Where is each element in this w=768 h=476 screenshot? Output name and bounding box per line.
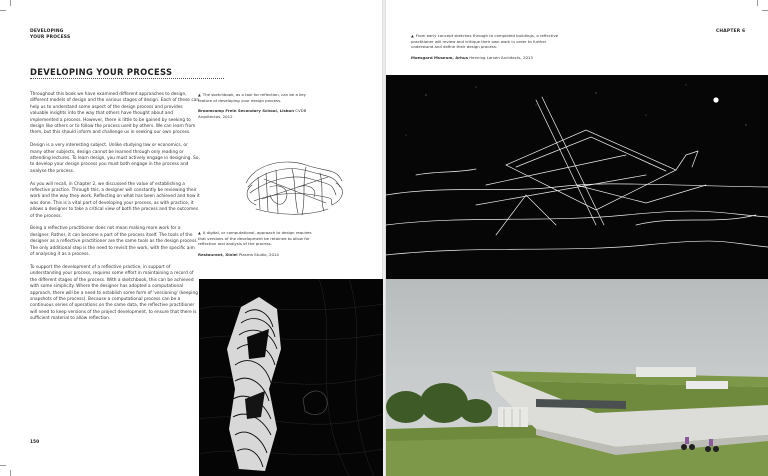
caption-text: The sketchbook, as a tool for reflection, can be a key feature of developing your design process. <box>198 92 306 104</box>
green-roof-building-photo <box>386 279 768 476</box>
body-text <box>30 92 200 329</box>
crop-mark <box>0 465 6 466</box>
caption-digital <box>198 230 316 257</box>
digital-model-image <box>199 279 383 476</box>
pencil-sketch-drawing <box>236 143 356 228</box>
caption-top-right <box>411 33 561 60</box>
caption-credit-detail: CVDB Arquitectos, 2012 <box>198 108 307 119</box>
running-header-line: DEVELOPING <box>30 29 64 34</box>
body-paragraph: Design is a very interesting subject. Unlike studying law or economics, or many other subjects, design cannot be learned through only reading or attending lectures. To learn design, you must actively engage in designing. So, to develop your design process you must both engage in the process and analyse the process. <box>30 143 200 174</box>
crop-mark <box>10 470 11 476</box>
caption-credit-title: Moesgard Museum, Arhus <box>411 54 469 60</box>
caption-credit <box>198 252 316 257</box>
section-title: DEVELOPING YOUR PROCESS <box>30 67 173 77</box>
body-paragraph: To support the development of a reflective practice, in support of understanding your process, requires some effort in maintaining a record of the different stages of the process. With a sketchbook, this can be achieved with some simplicity. Where the designer has adopted a computational approach, there will be a need to establish some form of 'versioning' (keeping snapshots of the process). Because a computational process can be a continuous series of operations on the same data, the reflective practitioner will need to keep versions of the project development, to ensure that there is sufficient material to allow reflection. <box>30 264 198 322</box>
body-paragraph: As you will recall, in Chapter 2, we discussed the value of establishing a reflective practice. Through this, a designer will constantly be reviewing their work and the way they work. Reflecting on what has been achieved and how it was done. This is a vital part of developing your process, as with practice, it allows a designer to take a critical view of both the process and the outcomes of the process. <box>30 181 200 219</box>
night-sketch-image <box>386 75 768 279</box>
running-header-line: YOUR PROCESS <box>30 35 71 40</box>
white-line-landscape-drawing <box>386 75 768 279</box>
caption-credit <box>411 55 561 60</box>
triangle-bullet-icon: ▲ <box>198 231 201 235</box>
triangle-bullet-icon: ▲ <box>411 34 414 38</box>
crop-mark <box>0 10 6 11</box>
museum-photograph <box>386 279 768 476</box>
caption-credit-detail: Plasma Studio, 2014 <box>237 251 279 257</box>
body-paragraph: Being a reflective practitioner does not mean making more work for a designer. Rather, it can become a part of the process itself. The tools of the designer as a reflective practitioner are the same tools as the design process. The only additional step is the need to revisit the work, with the specific aim of analysing it as a process. <box>30 226 198 258</box>
page-number: 150 <box>30 440 40 445</box>
caption-credit <box>198 108 316 118</box>
dotted-rule <box>30 78 224 79</box>
caption-credit-title: Restaurant, Xinlei <box>198 251 238 257</box>
caption-credit-title: Broomcamp Frein Secondary School, Lisbon <box>198 108 294 114</box>
triangle-bullet-icon: ▲ <box>198 93 201 97</box>
caption-credit-detail: Henning Larsen Architects, 2013 <box>468 54 533 60</box>
crop-mark <box>757 0 758 6</box>
caption-text: From early concept sketches through to completed buildings, a reflective practitioner will review and critique their own work in order to further understand and define their design process. <box>411 33 559 50</box>
crop-mark <box>762 10 768 11</box>
caption-sketch <box>198 92 316 119</box>
body-paragraph: Throughout this book we have examined different approaches to design, different models of design and the various stages of design. Each of these can help us to understand some aspect of the design process and provides valuable insights into the way that others have thought about and implemented a process. However, there is little to be gained by seeking to design like others or to follow the process used by others. We can learn from them, but this should inform and challenge us in seeking our own process. <box>30 92 200 136</box>
running-header-left <box>30 29 70 41</box>
computational-form-render <box>199 279 383 476</box>
caption-text: A digital, or computational, approach to design requires that versions of the development be retained to allow for reflection and analysis of the process. <box>198 230 312 247</box>
crop-mark <box>10 0 11 6</box>
sketch-illustration <box>236 143 356 228</box>
running-header-right: CHAPTER 6 <box>716 29 746 34</box>
